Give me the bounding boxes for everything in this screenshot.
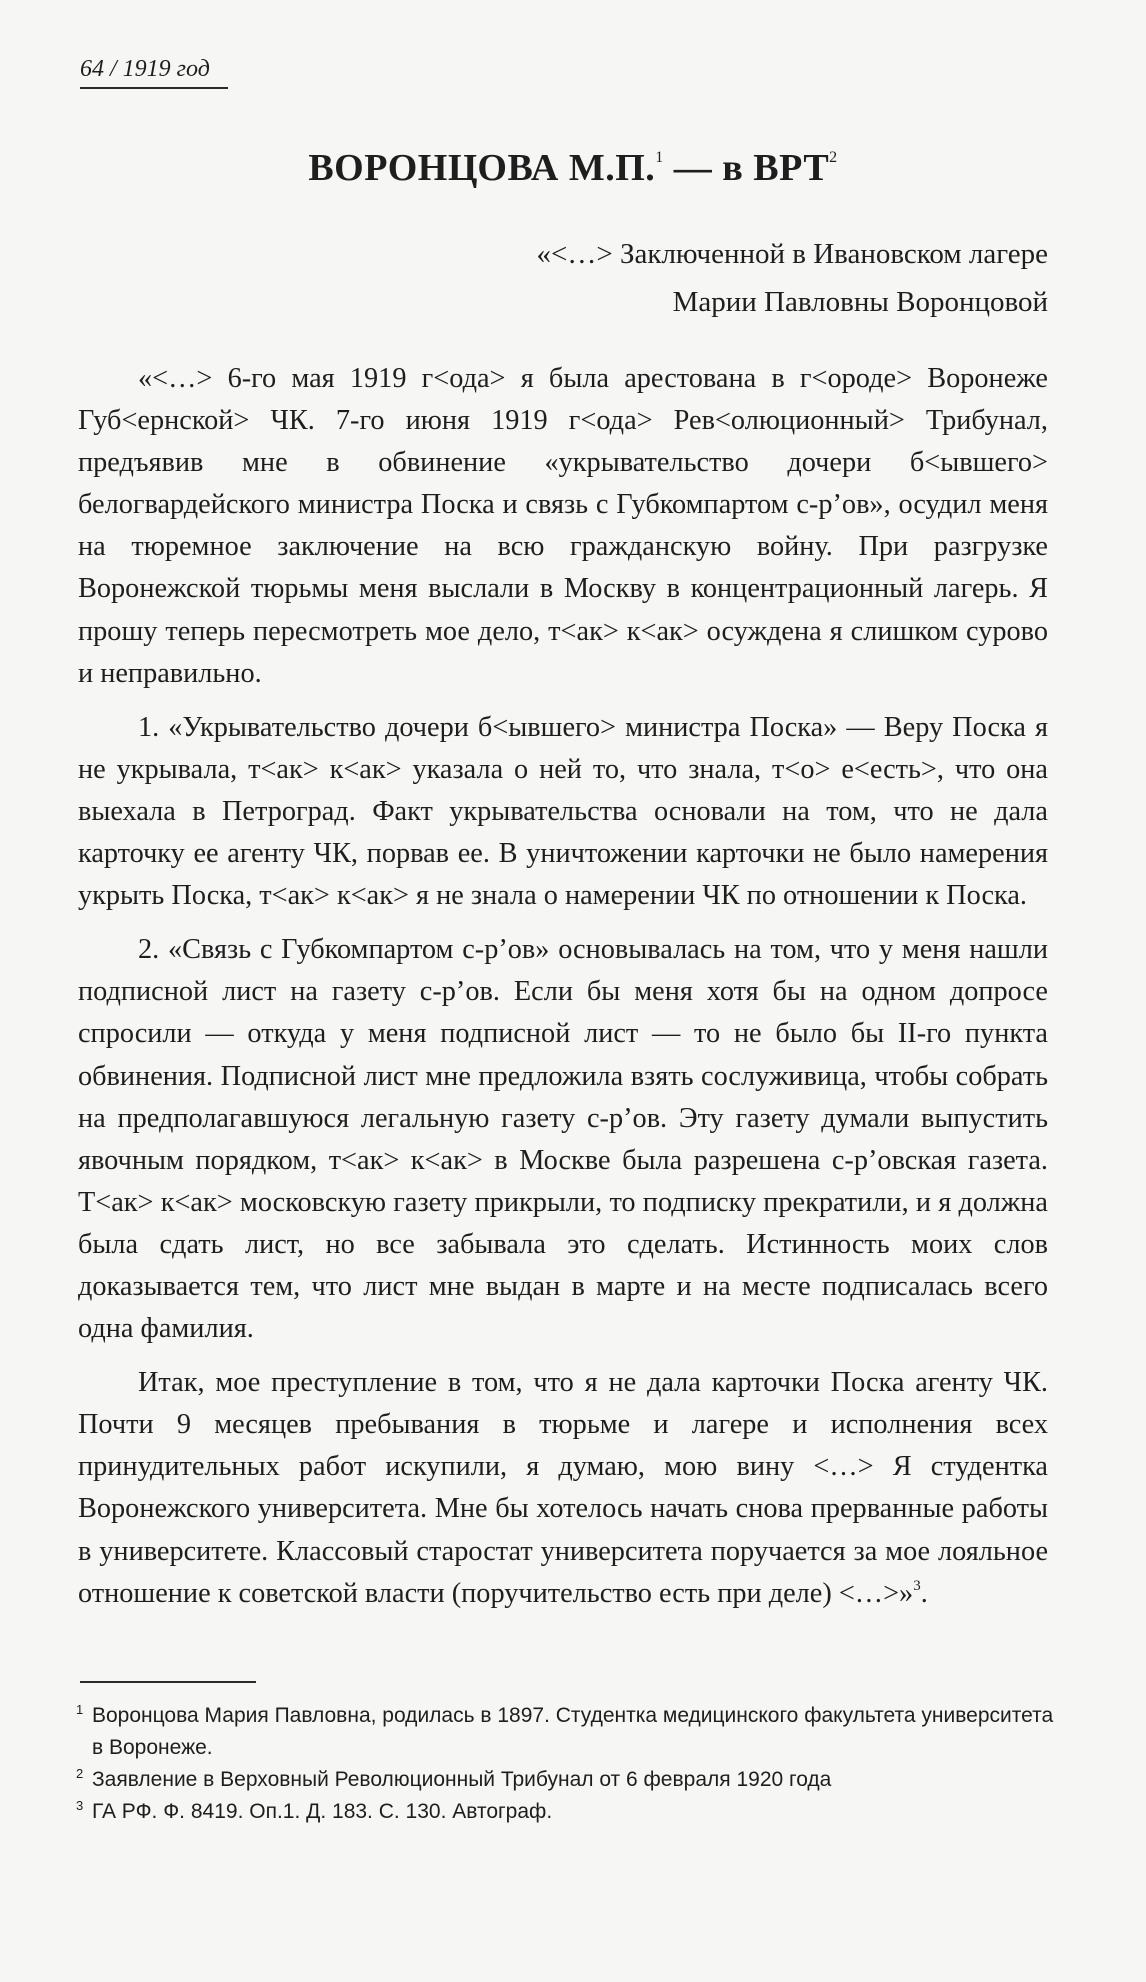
address-line-1: «<…> Заключенной в Ивановском лагере [536, 238, 1048, 270]
footnote-1 [76, 1700, 1056, 1764]
footnote-3-number: 3 [76, 1798, 84, 1813]
title-footnote-ref-1: 1 [655, 149, 664, 166]
letter-body [78, 358, 1048, 1615]
letter-address [537, 230, 1049, 326]
title-footnote-ref-2: 2 [829, 149, 838, 166]
title-name: ВОРОНЦОВА М.П. [308, 147, 656, 189]
body-paragraph-3: 2. «Связь с Губкомпартом с-р’ов» основывалась на том, что у меня нашли подписной лист на газету с-р’ов. Если бы меня хотя бы на одном допросе спросили — откуда у меня подписной лист — то не было бы II-го пункта обвинения. Подписной лист мне предложила взять сослуживица, чтобы собрать на предполагавшуюся легальную газету с-р’ов. Эту газету думали выпустить явочным порядком, т<ак> к<ак> в Москве была разрешена с-р’овская газета. Т<ак> к<ак> московскую газету прикрыли, то подписку прекратили, и я должна была сдать лист, но все забывала это сделать. Истинность моих слов доказывается тем, что лист мне выдан в марте и на месте подписалась всего одна фамилия. [78, 934, 1048, 1345]
body-paragraph-2: 1. «Укрывательство дочери б<ывшего> министра Поска» — Веру Поска я не укрывала, т<ак> к<ак> указала о ней то, что знала, т<о> е<есть>, что она выехала в Петроград. Факт укрывательства основали на том, что не дала карточку ее агенту ЧК, порвав ее. В уничтожении карточки не было намерения укрыть Поска, т<ак> к<ак> я не знала о намерении ЧК по отношении к Поска. [78, 711, 1048, 912]
document-title [0, 146, 1146, 190]
footnote-divider [80, 1681, 256, 1683]
body-footnote-ref-3: 3 [913, 1577, 921, 1594]
body-paragraph-1: «<…> 6-го мая 1919 г<ода> я была арестована в г<ороде> Воронеже Губ<ернской> ЧК. 7-го июня 1919 г<ода> Рев<олюционный> Трибунал, предъявив мне в обвинение «укрывательство дочери б<ывшего> белогвардейского министра Поска и связь с Губкомпартом с-р’ов», осудил меня на тюремное заключение на всю гражданскую войну. При разгрузке Воронежской тюрьмы меня выслали в Москву в концентрационный лагерь. Я прошу теперь пересмотреть мое дело, т<ак> к<ак> осуждена я слишком сурово и неправильно. [78, 363, 1048, 689]
footnotes [76, 1700, 1056, 1828]
title-addressee: — в ВРТ [663, 147, 830, 189]
body-paragraph-4 [78, 1362, 1048, 1615]
address-line-2: Марии Павловны Воронцовой [672, 286, 1048, 318]
footnote-2-text: Заявление в Верховный Революционный Трибунал от 6 февраля 1920 года [92, 1768, 832, 1791]
footnote-3-text: ГА РФ. Ф. 8419. Оп.1. Д. 183. С. 130. Автограф. [92, 1800, 553, 1823]
footnote-2 [76, 1764, 1056, 1796]
footnote-2-number: 2 [76, 1766, 84, 1781]
body-paragraph-4-end: . [920, 1577, 928, 1609]
running-header [80, 56, 228, 89]
body-paragraph-4-text: Итак, мое преступление в том, что я не дала карточки Поска агенту ЧК. Почти 9 месяцев пребывания в тюрьме и лагере и исполнения всех принудительных работ искупили, я думаю, мою вину <…> Я студентка Воронежского университета. Мне бы хотелось начать снова прерванные работы в университете. Классовый старостат университета поручается за мое лояльное отношение к советской власти (поручительство есть при деле) <…>» [78, 1367, 1048, 1609]
footnote-3 [76, 1796, 1056, 1828]
footnote-1-number: 1 [76, 1702, 84, 1717]
running-header-text: 64 / 1919 год [80, 56, 210, 82]
footnote-1-text: Воронцова Мария Павловна, родилась в 1897. Студентка медицинского факультета университета в Воронеже. [92, 1704, 1054, 1759]
